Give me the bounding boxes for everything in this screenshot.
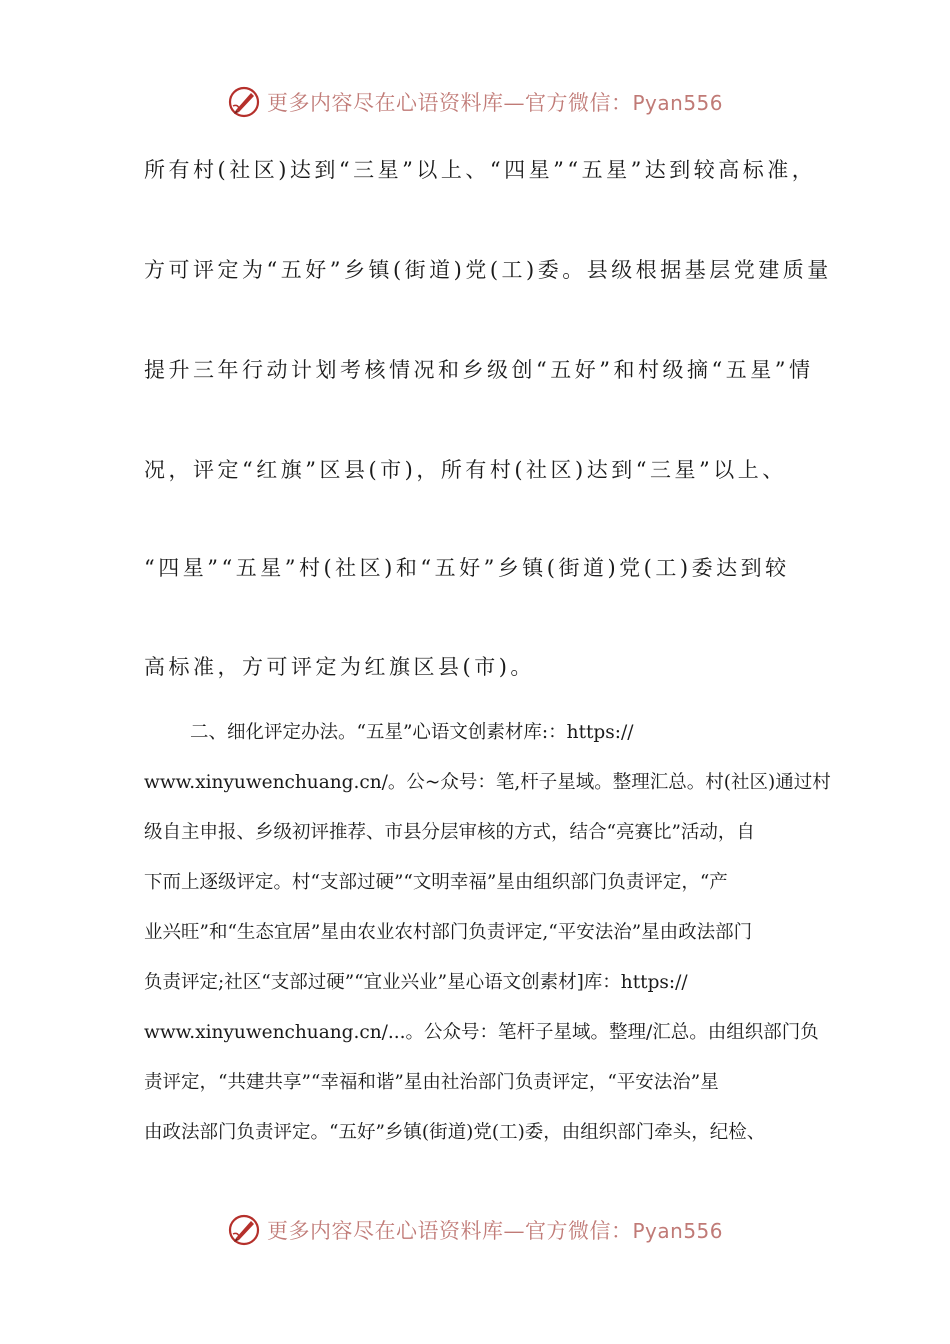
body-line: “四星”“五星”村(社区)和“五好”乡镇(街道)党(工)委达到较 [144,556,790,580]
body-line: 高标准，方可评定为红旗区县(市)。 [144,655,535,679]
footer-banner [0,1210,950,1250]
banner-text: 更多内容尽在心语资料库—官方微信：Pyan556 [266,91,723,115]
body-line: 提升三年行动计划考核情况和乡级创“五好”和村级摘“五星”情 [144,358,814,382]
pen-logo-icon [227,85,261,119]
body-line: 方可评定为“五好”乡镇(街道)党(工)委。县级根据基层党建质量 [144,258,832,282]
body-line: 负责评定;社区“支部过硬”“宜业兴业”星心语文创素材]库：https:// [144,972,688,993]
body-line: 况，评定“红旗”区县(市)，所有村(社区)达到“三星”以上、 [144,458,787,482]
body-line: 级自主申报、乡级初评推荐、市县分层审核的方式，结合“亮赛比”活动，自 [144,822,755,843]
section-heading-line: 二、细化评定办法。“五星”心语文创素材库:：https:// [190,722,634,743]
body-line: 由政法部门负责评定。“五好”乡镇(街道)党(工)委，由组织部门牵头，纪检、 [144,1122,766,1143]
pen-logo-icon [227,1213,261,1247]
body-line: 责评定，“共建共享”“幸福和谐”星由社治部门负责评定，“平安法治”星 [144,1072,719,1093]
body-line: www.xinyuwenchuang.cn/...。公众号：笔杆子星域。整理/汇总。由组织部门负 [144,1022,819,1043]
body-line: www.xinyuwenchuang.cn/。公~众号：笔,杆子星域。整理汇总。村(社区)通过村 [144,772,831,793]
body-line: 业兴旺”和“生态宜居”星由农业农村部门负责评定,“平安法治”星由政法部门 [144,922,753,943]
body-line: 所有村(社区)达到“三星”以上、“四星”“五星”达到较高标准， [144,158,817,182]
body-line: 下而上逐级评定。村“支部过硬”“文明幸福”星由组织部门负责评定，“产 [144,872,728,893]
header-banner [0,82,950,122]
banner-text: 更多内容尽在心语资料库—官方微信：Pyan556 [266,1219,723,1243]
